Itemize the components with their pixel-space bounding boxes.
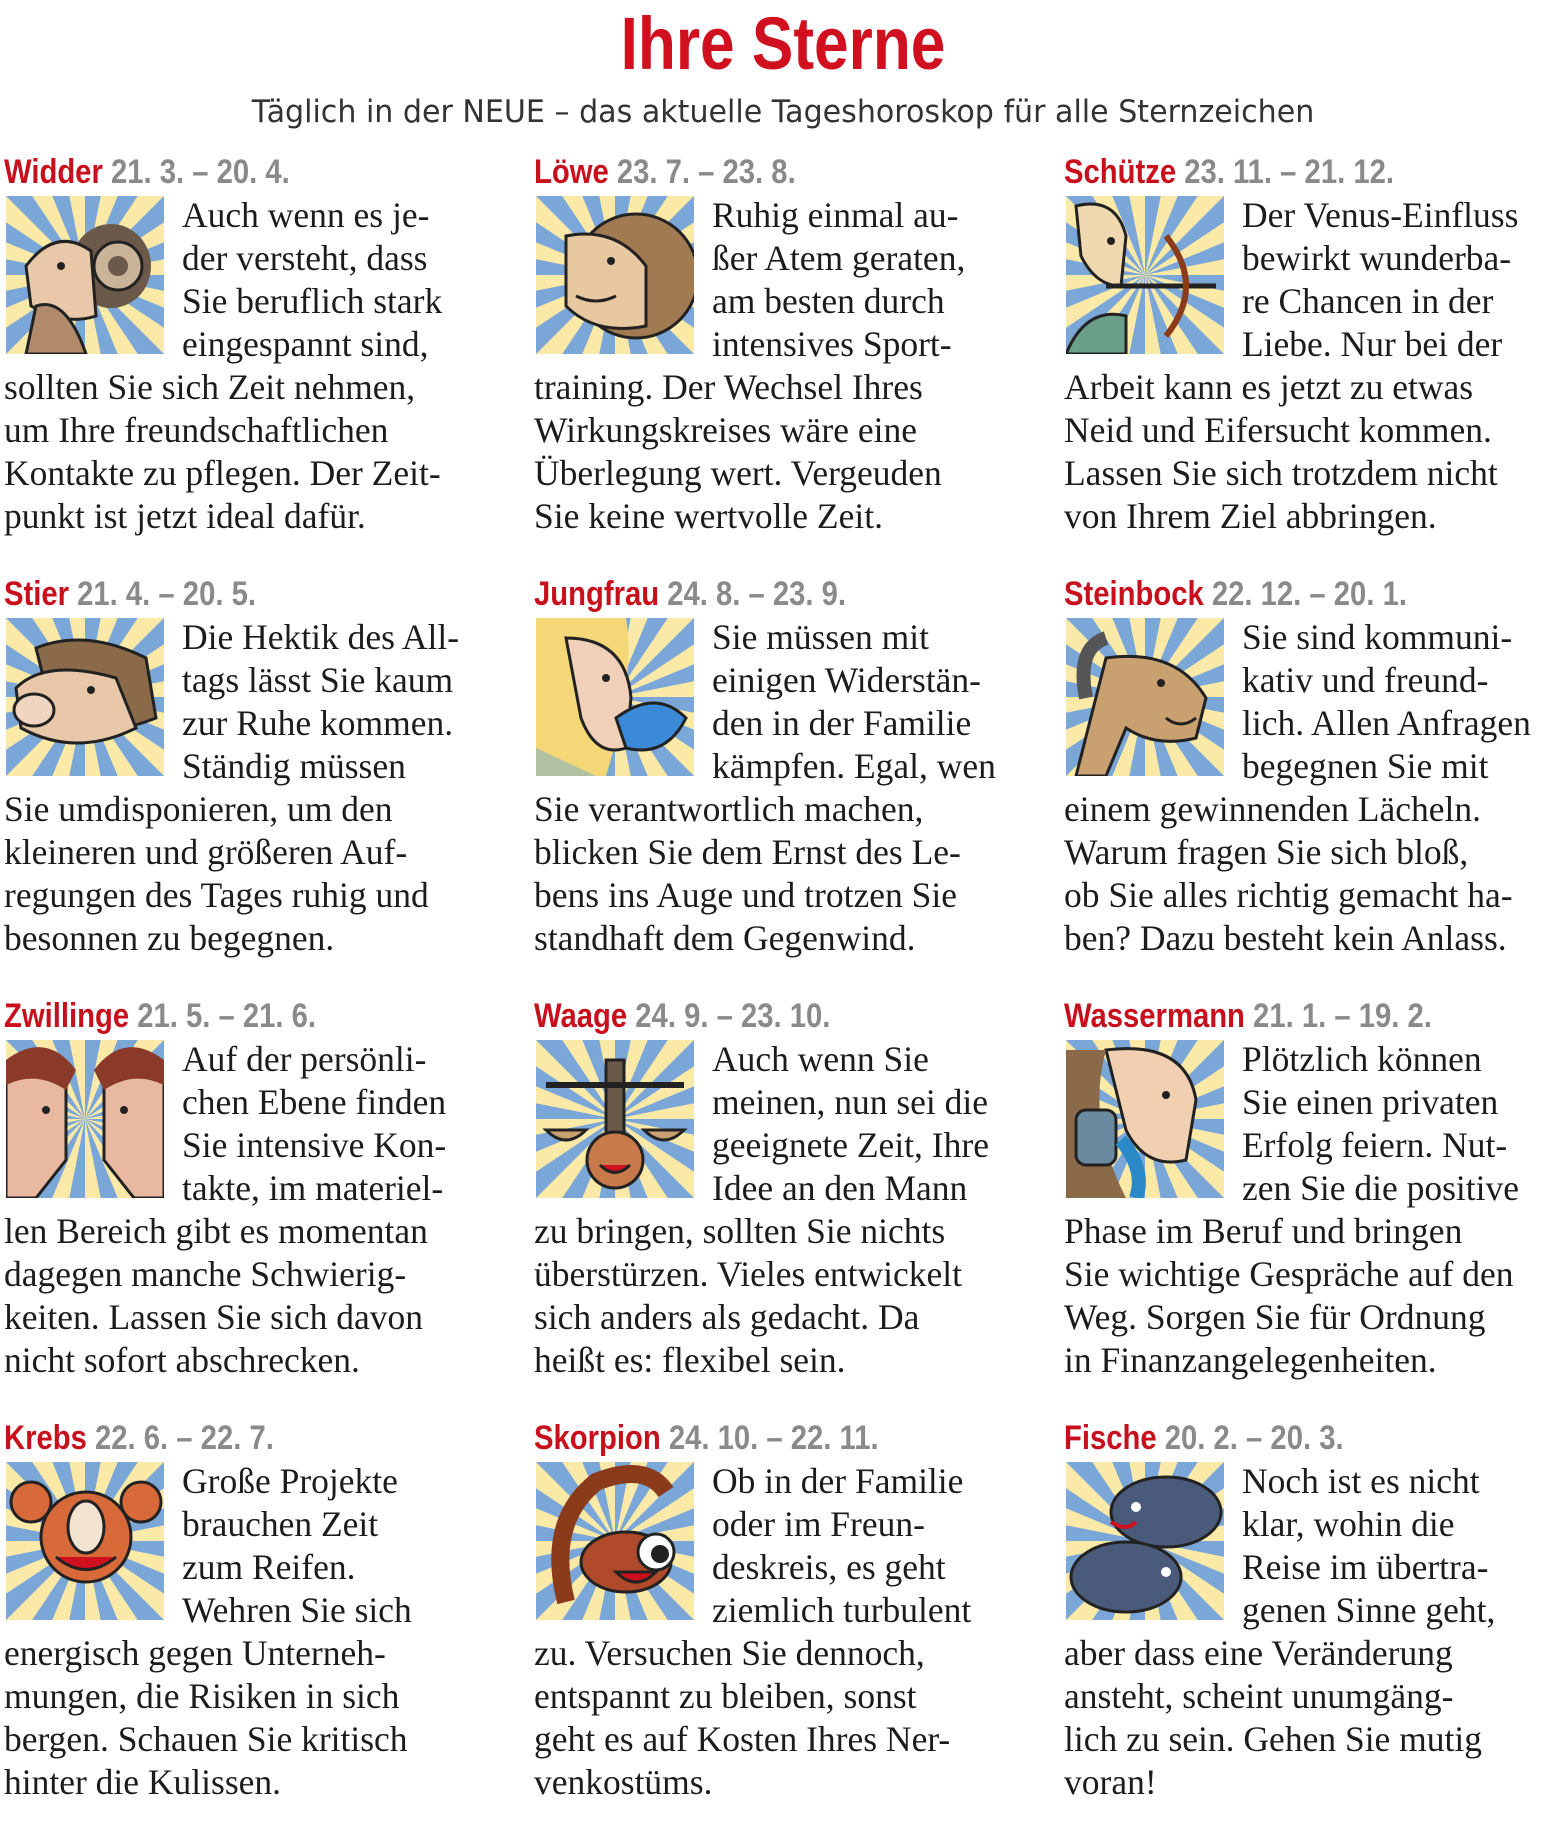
sign-text-line: blicken Sie dem Ernst des Le- xyxy=(534,832,961,872)
sign-dates: 22. 12. – 20. 1. xyxy=(1211,575,1407,613)
sign-name: Wassermann xyxy=(1064,997,1245,1035)
sign-text-line: sollten Sie sich Zeit nehmen, xyxy=(4,367,416,407)
sign-text-line: Erfolg feiern. Nut- xyxy=(1242,1125,1508,1165)
sign-text-line: Sie beruflich stark xyxy=(182,281,443,321)
crab-icon xyxy=(6,1462,164,1620)
sign-heading xyxy=(1064,574,1494,616)
sign-text-line: intensives Sport- xyxy=(712,324,952,364)
sign-text-line: Ruhig einmal au- xyxy=(712,195,959,235)
sign-block-widder xyxy=(4,152,504,562)
sign-name: Waage xyxy=(534,997,628,1035)
capricorn-icon xyxy=(1066,618,1224,776)
sign-text-line: meinen, nun sei die xyxy=(712,1082,989,1122)
sign-text-line: Sie intensive Kon- xyxy=(182,1125,447,1165)
sign-text-line: besonnen zu begegnen. xyxy=(4,918,335,958)
sign-heading xyxy=(4,152,434,194)
archer-icon xyxy=(1066,196,1224,354)
sign-name: Fische xyxy=(1064,1419,1157,1457)
sign-text-line: standhaft dem Gegenwind. xyxy=(534,918,916,958)
sign-text-line: um Ihre freundschaftlichen xyxy=(4,410,389,450)
sign-block-löwe xyxy=(534,152,1034,562)
sign-text-line: Ob in der Familie xyxy=(712,1461,964,1501)
sign-text-line: Überlegung wert. Vergeuden xyxy=(534,453,942,493)
sign-text-line: Sie einen privaten xyxy=(1242,1082,1499,1122)
sign-text xyxy=(1064,616,1564,976)
sign-text-line: Sie müssen mit xyxy=(712,617,929,657)
sign-text-line: training. Der Wechsel Ihres xyxy=(534,367,923,407)
sign-dates: 21. 1. – 19. 2. xyxy=(1253,997,1432,1035)
sign-text-line: eingespannt sind, xyxy=(182,324,429,364)
sign-text-line: brauchen Zeit xyxy=(182,1504,379,1544)
sign-text-line: ben? Dazu besteht kein Anlass. xyxy=(1064,918,1507,958)
sign-heading xyxy=(534,1418,964,1460)
sign-text-line: energisch gegen Unterneh- xyxy=(4,1633,386,1673)
sign-text-line: Arbeit kann es jetzt zu etwas xyxy=(1064,367,1474,407)
sign-text-line: Noch ist es nicht xyxy=(1242,1461,1480,1501)
sign-text-line: aber dass eine Veränderung xyxy=(1064,1633,1453,1673)
sign-text-line: chen Ebene finden xyxy=(182,1082,447,1122)
sign-text xyxy=(1064,1460,1564,1820)
sign-text-line: Sie sind kommuni- xyxy=(1242,617,1513,657)
sign-text-line: kativ und freund- xyxy=(1242,660,1489,700)
sign-text-line: entspannt zu bleiben, sonst xyxy=(534,1676,917,1716)
sign-text xyxy=(534,1460,1034,1820)
sign-block-jungfrau xyxy=(534,574,1034,984)
sign-text-line: takte, im materiel- xyxy=(182,1168,444,1208)
scales-icon xyxy=(536,1040,694,1198)
sign-text-line: Der Venus-Einfluss xyxy=(1242,195,1519,235)
sign-text-line: ziemlich turbulent xyxy=(712,1590,972,1630)
sign-dates: 24. 8. – 23. 9. xyxy=(667,575,847,613)
sign-text-line: am besten durch xyxy=(712,281,945,321)
sign-name: Stier xyxy=(4,575,70,613)
sign-text-line: punkt ist jetzt ideal dafür. xyxy=(4,496,366,536)
sign-text-line: lich zu sein. Gehen Sie mutig xyxy=(1064,1719,1483,1759)
sign-text-line: zu bringen, sollten Sie nichts xyxy=(534,1211,946,1251)
sign-text xyxy=(1064,1038,1564,1398)
sign-text-line: Plötzlich können xyxy=(1242,1039,1482,1079)
sign-name: Löwe xyxy=(534,153,609,191)
sign-text-line: voran! xyxy=(1064,1762,1157,1802)
sign-text-line: Wehren Sie sich xyxy=(182,1590,412,1630)
twins-icon xyxy=(6,1040,164,1198)
sign-text-line: Wirkungskreises wäre eine xyxy=(534,410,918,450)
sign-text xyxy=(4,1460,504,1820)
fish-icon xyxy=(1066,1462,1224,1620)
sign-text-line: tags lässt Sie kaum xyxy=(182,660,454,700)
sign-text-line: mungen, die Risiken in sich xyxy=(4,1676,400,1716)
sign-name: Schütze xyxy=(1064,153,1177,191)
sign-text-line: Kontakte zu pflegen. Der Zeit- xyxy=(4,453,441,493)
sign-dates: 23. 7. – 23. 8. xyxy=(616,153,796,191)
sign-text-line: Liebe. Nur bei der xyxy=(1242,324,1503,364)
sign-heading xyxy=(534,996,964,1038)
sign-block-fische xyxy=(1064,1418,1564,1828)
sign-heading xyxy=(1064,152,1494,194)
sign-text-line: Warum fragen Sie sich bloß, xyxy=(1064,832,1469,872)
sign-block-stier xyxy=(4,574,504,984)
sign-text-line: Auch wenn es je- xyxy=(182,195,430,235)
sign-text xyxy=(534,1038,1034,1398)
sign-text-line: bewirkt wunderba- xyxy=(1242,238,1512,278)
page-subtitle: Täglich in der NEUE – das aktuelle Tageshoroskop für alle Sternzeichen xyxy=(251,94,1315,130)
sign-text-line: Phase im Beruf und bringen xyxy=(1064,1211,1463,1251)
sign-name: Skorpion xyxy=(534,1419,661,1457)
sign-text-line: dagegen manche Schwierig- xyxy=(4,1254,407,1294)
sign-text-line: begegnen Sie mit xyxy=(1242,746,1489,786)
sign-text-line: venkostüms. xyxy=(534,1762,713,1802)
sign-text-line: zen Sie die positive xyxy=(1242,1168,1520,1208)
sign-text-line: zum Reifen. xyxy=(182,1547,356,1587)
sign-text-line: Lassen Sie sich trotzdem nicht xyxy=(1064,453,1498,493)
sign-text-line: geht es auf Kosten Ihres Ner- xyxy=(534,1719,951,1759)
sign-text-line: lich. Allen Anfragen xyxy=(1242,703,1531,743)
sign-dates: 20. 2. – 20. 3. xyxy=(1164,1419,1344,1457)
sign-text-line: einigen Widerstän- xyxy=(712,660,982,700)
sign-text-line: klar, wohin die xyxy=(1242,1504,1455,1544)
sign-heading xyxy=(534,152,964,194)
sign-heading xyxy=(1064,996,1494,1038)
sign-dates: 24. 10. – 22. 11. xyxy=(668,1419,879,1457)
ram-icon xyxy=(6,196,164,354)
sign-heading xyxy=(4,574,434,616)
sign-text-line: kleineren und größeren Auf- xyxy=(4,832,408,872)
sign-dates: 21. 3. – 20. 4. xyxy=(110,153,290,191)
sign-text-line: kämpfen. Egal, wen xyxy=(712,746,996,786)
sign-text-line: regungen des Tages ruhig und xyxy=(4,875,429,915)
sign-text-line: den in der Familie xyxy=(712,703,972,743)
sign-block-zwillinge xyxy=(4,996,504,1406)
sign-text-line: Die Hektik des All- xyxy=(182,617,460,657)
sign-text xyxy=(4,1038,504,1398)
sign-text-line: Reise im übertra- xyxy=(1242,1547,1489,1587)
sign-text-line: sich anders als gedacht. Da xyxy=(534,1297,920,1337)
sign-text-line: bens ins Auge und trotzen Sie xyxy=(534,875,957,915)
sign-text-line: zur Ruhe kommen. xyxy=(182,703,454,743)
sign-text-line: Sie keine wertvolle Zeit. xyxy=(534,496,883,536)
sign-text-line: Auch wenn Sie xyxy=(712,1039,929,1079)
sign-text xyxy=(534,616,1034,976)
scorpion-icon xyxy=(536,1462,694,1620)
sign-text-line: Idee an den Mann xyxy=(712,1168,968,1208)
sign-text-line: der versteht, dass xyxy=(182,238,428,278)
sign-text-line: Große Projekte xyxy=(182,1461,398,1501)
sign-text-line: Ständig müssen xyxy=(182,746,406,786)
sign-text-line: ansteht, scheint unumgäng- xyxy=(1064,1676,1454,1716)
sign-heading xyxy=(534,574,964,616)
sign-text xyxy=(534,194,1034,554)
sign-dates: 22. 6. – 22. 7. xyxy=(95,1419,274,1457)
sign-heading xyxy=(4,996,434,1038)
sign-heading xyxy=(1064,1418,1494,1460)
bull-icon xyxy=(6,618,164,776)
sign-dates: 24. 9. – 23. 10. xyxy=(635,997,831,1035)
sign-text-line: Neid und Eifersucht kommen. xyxy=(1064,410,1492,450)
sign-text-line: keiten. Lassen Sie sich davon xyxy=(4,1297,423,1337)
sign-text-line: len Bereich gibt es momentan xyxy=(4,1211,428,1251)
sign-dates: 21. 5. – 21. 6. xyxy=(137,997,317,1035)
sign-text-line: heißt es: flexibel sein. xyxy=(534,1340,846,1380)
page-title: Ihre Sterne xyxy=(620,2,946,85)
sign-text xyxy=(1064,194,1564,554)
sign-block-wassermann xyxy=(1064,996,1564,1406)
sign-text-line: Sie umdisponieren, um den xyxy=(4,789,393,829)
sign-text-line: überstürzen. Vieles entwickelt xyxy=(534,1254,962,1294)
sign-text xyxy=(4,616,504,976)
sign-text-line: ßer Atem geraten, xyxy=(712,238,966,278)
sign-text-line: deskreis, es geht xyxy=(712,1547,946,1587)
sign-block-schütze xyxy=(1064,152,1564,562)
sign-text-line: einem gewinnenden Lächeln. xyxy=(1064,789,1481,829)
sign-heading xyxy=(4,1418,434,1460)
sign-text-line: ob Sie alles richtig gemacht ha- xyxy=(1064,875,1513,915)
sign-name: Jungfrau xyxy=(534,575,660,613)
sign-text-line: genen Sinne geht, xyxy=(1242,1590,1496,1630)
sign-dates: 23. 11. – 21. 12. xyxy=(1184,153,1394,191)
sign-name: Zwillinge xyxy=(4,997,130,1035)
sign-text-line: bergen. Schauen Sie kritisch xyxy=(4,1719,408,1759)
sign-text-line: re Chancen in der xyxy=(1242,281,1494,321)
sign-text-line: von Ihrem Ziel abbringen. xyxy=(1064,496,1437,536)
sign-name: Steinbock xyxy=(1064,575,1204,613)
sign-name: Krebs xyxy=(4,1419,87,1457)
sign-text-line: Weg. Sorgen Sie für Ordnung xyxy=(1064,1297,1486,1337)
sign-dates: 21. 4. – 20. 5. xyxy=(77,575,256,613)
sign-block-steinbock xyxy=(1064,574,1564,984)
virgin-icon xyxy=(536,618,694,776)
sign-text-line: nicht sofort abschrecken. xyxy=(4,1340,360,1380)
sign-block-skorpion xyxy=(534,1418,1034,1828)
sign-text xyxy=(4,194,504,554)
sign-text-line: oder im Freun- xyxy=(712,1504,925,1544)
sign-text-line: Auf der persönli- xyxy=(182,1039,427,1079)
sign-block-krebs xyxy=(4,1418,504,1828)
sign-block-waage xyxy=(534,996,1034,1406)
sign-name: Widder xyxy=(4,153,103,191)
sign-text-line: in Finanzangelegenheiten. xyxy=(1064,1340,1437,1380)
water-bearer-icon xyxy=(1066,1040,1224,1198)
sign-text-line: geeignete Zeit, Ihre xyxy=(712,1125,989,1165)
lion-icon xyxy=(536,196,694,354)
sign-text-line: Sie wichtige Gespräche auf den xyxy=(1064,1254,1514,1294)
sign-text-line: Sie verantwortlich machen, xyxy=(534,789,924,829)
sign-text-line: zu. Versuchen Sie dennoch, xyxy=(534,1633,925,1673)
sign-text-line: hinter die Kulissen. xyxy=(4,1762,282,1802)
